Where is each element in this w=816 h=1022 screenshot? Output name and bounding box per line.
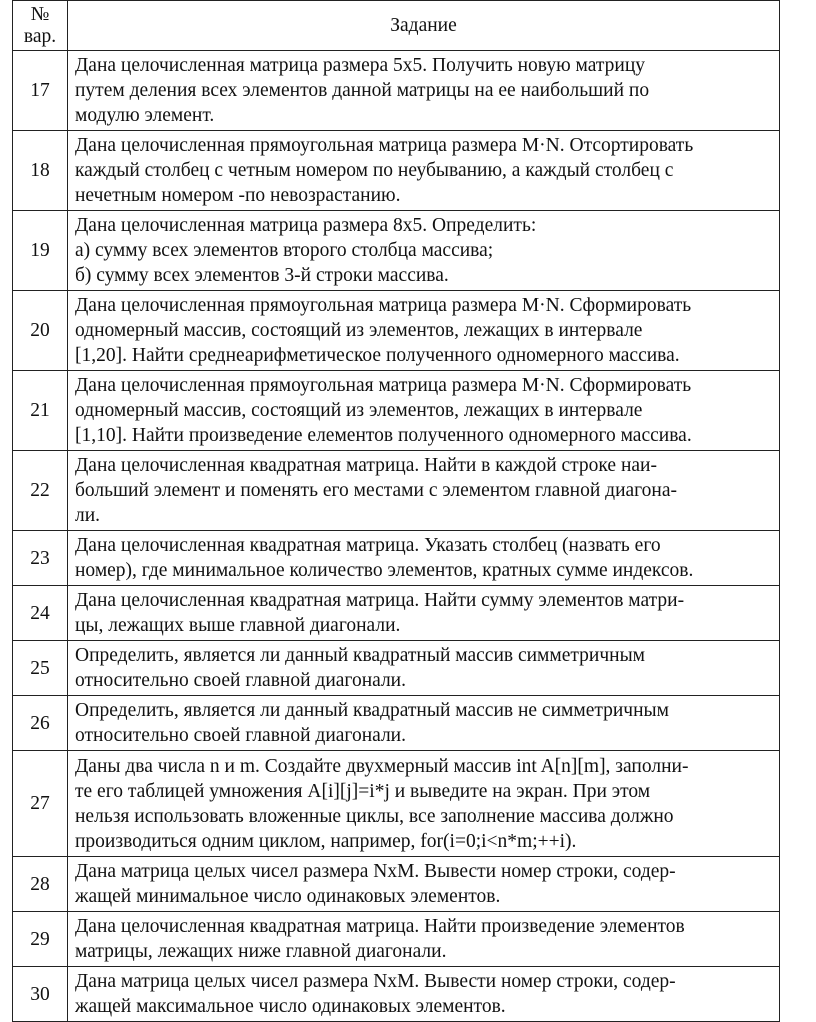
task-text-line: Дана целочисленная прямоугольная матрица размера M·N. Сформировать	[75, 375, 692, 396]
task-text-line: Дана целочисленная прямоугольная матрица размера M·N. Отсортировать	[75, 135, 694, 156]
task-text-line: модулю элемент.	[75, 105, 215, 126]
task-text-line: [1,20]. Найти среднеарифметическое полученного одномерного массива.	[75, 345, 680, 366]
table-row	[13, 857, 780, 912]
table-row	[13, 696, 780, 751]
task-text-line: Дана целочисленная прямоугольная матрица размера M·N. Сформировать	[75, 295, 692, 316]
task-text-line: Дана матрица целых чисел размера NxM. Вывести номер строки, содер-	[75, 861, 676, 882]
table-header-row	[13, 1, 780, 51]
task-text	[68, 371, 780, 451]
task-text-line: нечетным номером -по невозрастанию.	[75, 185, 401, 206]
task-text-line: Дана целочисленная матрица размера 8х5. Определить:	[75, 215, 537, 236]
task-text-line: производиться одним циклом, например, for(i=0;i<n*m;++i).	[75, 830, 577, 852]
variant-number: 22	[13, 451, 68, 531]
task-text-line: Дана целочисленная квадратная матрица. Указать столбец (назвать его	[75, 535, 661, 556]
table-row	[13, 291, 780, 371]
table-row	[13, 451, 780, 531]
variant-number: 20	[13, 291, 68, 371]
table-row	[13, 641, 780, 696]
task-text	[68, 696, 780, 751]
task-text-line: Определить, является ли данный квадратный массив не симметричным	[75, 700, 669, 721]
task-text	[68, 211, 780, 291]
task-text-line: одномерный массив, состоящий из элементов, лежащих в интервале	[75, 320, 643, 341]
task-text-line: жащей минимальное число одинаковых элементов.	[75, 886, 501, 907]
variant-number: 27	[13, 751, 68, 857]
task-text-line: номер), где минимальное количество элементов, кратных сумме индексов.	[75, 560, 694, 581]
variant-number-header-line2: вар.	[23, 25, 57, 47]
task-text	[68, 912, 780, 967]
task-text-line: жащей максимальное число одинаковых элементов.	[75, 996, 506, 1017]
task-text-line: Дана целочисленная квадратная матрица. Найти в каждой строке наи-	[75, 455, 657, 476]
variant-number: 23	[13, 531, 68, 586]
task-text-line: Дана целочисленная квадратная матрица. Найти произведение элементов	[75, 916, 685, 937]
table-row	[13, 586, 780, 641]
table-row	[13, 51, 780, 131]
table-row	[13, 967, 780, 1022]
variant-number: 21	[13, 371, 68, 451]
task-text	[68, 131, 780, 211]
task-text-line: Определить, является ли данный квадратный массив симметричным	[75, 645, 646, 666]
task-text-line: цы, лежащих выше главной диагонали.	[75, 615, 401, 636]
variant-number: 29	[13, 912, 68, 967]
task-text	[68, 586, 780, 641]
table-row	[13, 912, 780, 967]
task-text	[68, 751, 780, 857]
task-text	[68, 451, 780, 531]
table-body	[13, 51, 780, 1022]
variant-number: 24	[13, 586, 68, 641]
table-row	[13, 531, 780, 586]
variant-number-header-line1: №	[30, 3, 50, 25]
task-text-line: б) сумму всех элементов 3-й строки массива.	[75, 265, 449, 286]
task-text-line: каждый столбец с четным номером по неубыванию, а каждый столбец с	[75, 160, 674, 181]
variant-number: 17	[13, 51, 68, 131]
task-text	[68, 51, 780, 131]
task-header: Задание	[68, 1, 780, 51]
task-text-line: те его таблицей умножения A[i][j]=i*j и выведите на экран. При этом	[75, 780, 651, 802]
task-text-line: нельзя использовать вложенные циклы, все заполнение массива должно	[75, 805, 674, 827]
variant-number: 25	[13, 641, 68, 696]
table-row	[13, 371, 780, 451]
task-text-line: Дана целочисленная матрица размера 5х5. Получить новую матрицу	[75, 55, 646, 76]
task-text-line: ли.	[75, 505, 101, 526]
task-text-line: а) сумму всех элементов второго столбца массива;	[75, 240, 494, 261]
task-text-line: относительно своей главной диагонали.	[75, 725, 406, 746]
task-text	[68, 531, 780, 586]
task-text-line: [1,10]. Найти произведение елементов полученного одномерного массива.	[75, 425, 692, 446]
table-row	[13, 131, 780, 211]
variant-number: 18	[13, 131, 68, 211]
task-text	[68, 967, 780, 1022]
task-text-line: одномерный массив, состоящий из элементов, лежащих в интервале	[75, 400, 643, 421]
task-text-line: относительно своей главной диагонали.	[75, 670, 406, 691]
table-row	[13, 751, 780, 857]
tasks-table	[12, 0, 780, 1022]
task-text-line: Дана целочисленная квадратная матрица. Найти сумму элементов матри-	[75, 590, 685, 611]
task-text-line: Даны два числа n и m. Создайте двухмерный массив int A[n][m], заполни-	[75, 755, 689, 777]
table-row	[13, 211, 780, 291]
task-text-line: больший элемент и поменять его местами с элементом главной диагона-	[75, 480, 678, 501]
variant-number: 28	[13, 857, 68, 912]
task-text-line: Дана матрица целых чисел размера NxM. Вывести номер строки, содер-	[75, 971, 676, 992]
task-text	[68, 291, 780, 371]
variant-number: 30	[13, 967, 68, 1022]
variant-number: 19	[13, 211, 68, 291]
task-text	[68, 857, 780, 912]
variant-number-header	[13, 1, 68, 51]
variant-number: 26	[13, 696, 68, 751]
task-text-line: матрицы, лежащих ниже главной диагонали.	[75, 941, 447, 962]
task-text-line: путем деления всех элементов данной матрицы на ее наибольший по	[75, 80, 650, 101]
task-text	[68, 641, 780, 696]
